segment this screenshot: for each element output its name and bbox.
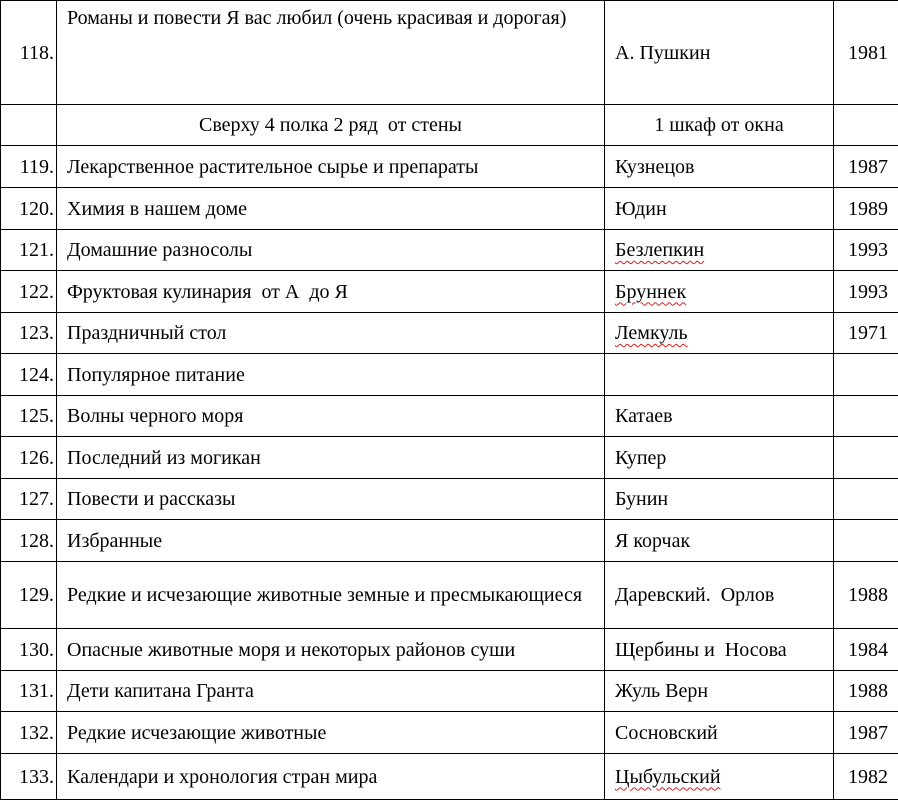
book-year	[834, 520, 898, 562]
table-row	[1, 146, 898, 188]
year-empty	[834, 105, 898, 146]
book-year: 1987	[834, 712, 898, 754]
table-row	[1, 188, 898, 230]
row-number: 129.	[1, 562, 57, 629]
row-number: 133.	[1, 754, 57, 800]
book-title: Популярное питание	[57, 354, 605, 396]
shelf-location	[57, 105, 605, 146]
book-year: 1993	[834, 230, 898, 271]
book-author	[605, 629, 834, 671]
table-row	[1, 271, 898, 313]
row-number: 125.	[1, 396, 57, 437]
book-title: Календари и хронология стран мира	[57, 754, 605, 800]
row-number: 124.	[1, 354, 57, 396]
book-title: Опасные животные моря и некоторых районов суши	[57, 629, 605, 671]
book-author: Я корчак	[605, 520, 834, 562]
book-title: Редкие исчезающие животные	[57, 712, 605, 754]
book-author: Сосновский	[605, 712, 834, 754]
row-number: 120.	[1, 188, 57, 230]
book-author	[605, 754, 834, 800]
book-title: Дети капитана Гранта	[57, 671, 605, 712]
book-year: 1987	[834, 146, 898, 188]
row-number: 126.	[1, 437, 57, 479]
book-year: 1984	[834, 629, 898, 671]
row-number: 132.	[1, 712, 57, 754]
book-title: Романы и повести Я вас любил (очень красивая и дорогая)	[57, 1, 605, 105]
book-author: Бунин	[605, 479, 834, 520]
book-year: 1981	[834, 1, 898, 105]
table-row	[1, 313, 898, 354]
row-number: 118.	[1, 1, 57, 105]
book-title-text: Фруктовая кулинария от А до Я	[67, 281, 348, 303]
book-title	[57, 271, 605, 313]
book-author-text: Щербины и Носова	[615, 639, 787, 661]
book-title: Химия в нашем доме	[57, 188, 605, 230]
book-title: Домашние разносолы	[57, 230, 605, 271]
row-number: 122.	[1, 271, 57, 313]
book-title: Редкие и исчезающие животные земные и пресмыкающиеся	[57, 562, 605, 629]
table-row	[1, 671, 898, 712]
book-author-text: Безлепкин	[615, 239, 704, 261]
book-author: Купер	[605, 437, 834, 479]
book-year: 1982	[834, 754, 898, 800]
book-author: Жуль Верн	[605, 671, 834, 712]
shelf-location-text: Сверху 4 полка 2 ряд от стены	[199, 114, 462, 136]
row-number: 131.	[1, 671, 57, 712]
book-author: Кузнецов	[605, 146, 834, 188]
book-year: 1971	[834, 313, 898, 354]
book-title: Последний из могикан	[57, 437, 605, 479]
table-row	[1, 354, 898, 396]
book-title: Повести и рассказы	[57, 479, 605, 520]
cabinet-location: 1 шкаф от окна	[605, 105, 834, 146]
table-row	[1, 1, 898, 105]
book-year: 1993	[834, 271, 898, 313]
row-number-empty	[1, 105, 57, 146]
table-row	[1, 437, 898, 479]
book-year: 1989	[834, 188, 898, 230]
row-number: 130.	[1, 629, 57, 671]
book-author	[605, 313, 834, 354]
book-author: Катаев	[605, 396, 834, 437]
book-author-text: Лемкуль	[615, 322, 688, 344]
table-row	[1, 520, 898, 562]
book-author-text: Даревский. Орлов	[615, 584, 774, 606]
book-author: Юдин	[605, 188, 834, 230]
book-year: 1988	[834, 671, 898, 712]
table-row	[1, 712, 898, 754]
book-author-text: Цыбульский	[615, 766, 721, 788]
row-number: 127.	[1, 479, 57, 520]
table-row	[1, 562, 898, 629]
table-row	[1, 230, 898, 271]
row-number: 123.	[1, 313, 57, 354]
book-title: Волны черного моря	[57, 396, 605, 437]
book-year	[834, 396, 898, 437]
book-title: Избранные	[57, 520, 605, 562]
book-year: 1988	[834, 562, 898, 629]
row-number: 128.	[1, 520, 57, 562]
book-author	[605, 354, 834, 396]
shelf-location-row	[1, 105, 898, 146]
book-year	[834, 354, 898, 396]
table-row	[1, 629, 898, 671]
book-year	[834, 437, 898, 479]
book-author-text: Бруннек	[615, 281, 686, 303]
table-row	[1, 479, 898, 520]
table-row	[1, 754, 898, 800]
book-title: Праздничный стол	[57, 313, 605, 354]
row-number: 121.	[1, 230, 57, 271]
book-author	[605, 230, 834, 271]
row-number: 119.	[1, 146, 57, 188]
book-author	[605, 271, 834, 313]
book-year	[834, 479, 898, 520]
book-author	[605, 562, 834, 629]
book-author: А. Пушкин	[605, 1, 834, 105]
book-title: Лекарственное растительное сырье и препараты	[57, 146, 605, 188]
table-row	[1, 396, 898, 437]
